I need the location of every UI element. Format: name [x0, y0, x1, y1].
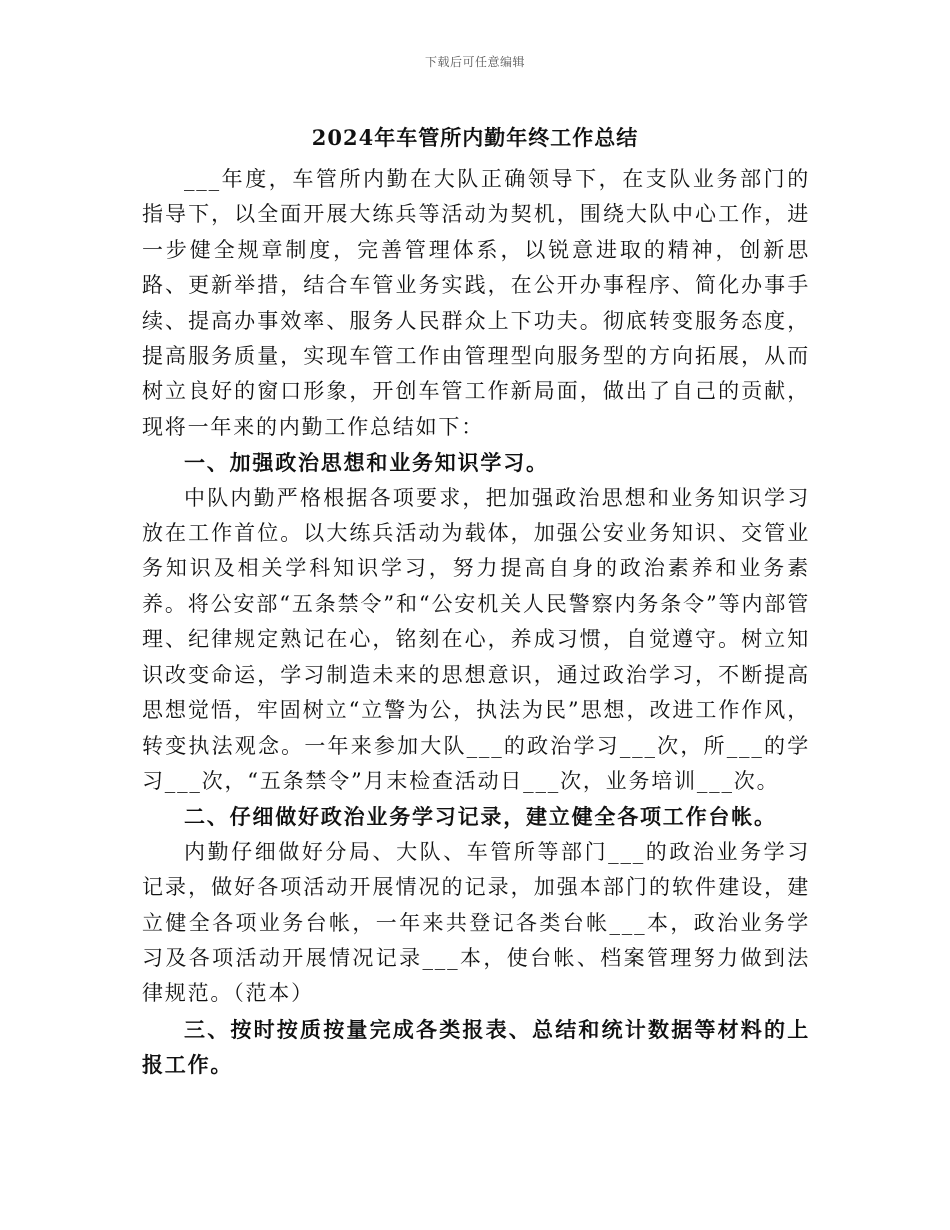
section-2-heading: 二、仔细做好政治业务学习记录，建立健全各项工作台帐。: [184, 804, 777, 830]
section-2-body: 内勤仔细做好分局、大队、车管所等部门___的政治业务学习记录，做好各项活动开展情况的记录，加强本部门的软件建设，建立健全各项业务台帐，一年来共登记各类台帐___本，政治业务学习及各项活动开展情况记录___本，使台帐、档案管理努力做到法律规范。（范本）: [142, 839, 810, 1006]
section-1-body: 中队内勤严格根据各项要求，把加强政治思想和业务知识学习放在工作首位。以大练兵活动为载体，加强公安业务知识、交管业务知识及相关学科知识学习，努力提高自身的政治素养和业务素养。将公安部“五条禁令”和“公安机关人民警察内务条令”等内部管理、纪律规定熟记在心，铭刻在心，养成习惯，自觉遵守。树立知识改变命运，学习制造未来的思想意识，通过政治学习，不断提高思想觉悟，牢固树立“立警为公，执法为民”思想，改进工作作风，转变执法观念。一年来参加大队___的政治学习___次，所___的学习___次，“五条禁令”月末检查活动日___次，业务培训___次。: [142, 485, 810, 793]
document-title: 2024年车管所内勤年终工作总结: [311, 125, 639, 150]
section-3-heading: 三、按时按质按量完成各类报表、总结和统计数据等材料的上报工作。: [142, 1016, 810, 1078]
intro-paragraph: ___年度，车管所内勤在大队正确领导下，在支队业务部门的指导下，以全面开展大练兵等活动为契机，围绕大队中心工作，进一步健全规章制度，完善管理体系，以锐意进取的精神，创新思路、更新举措，结合车管业务实践，在公开办事程序、简化办事手续、提高办事效率、服务人民群众上下功夫。彻底转变服务态度，提高服务质量，实现车管工作由管理型向服务型的方向拓展，从而树立良好的窗口形象，开创车管工作新局面，做出了自己的贡献，现将一年来的内勤工作总结如下：: [142, 167, 810, 439]
header-note: 下载后可任意编辑: [424, 55, 525, 69]
document-body: [142, 162, 810, 1083]
section-1-heading: 一、加强政治思想和业务知识学习。: [184, 450, 549, 476]
